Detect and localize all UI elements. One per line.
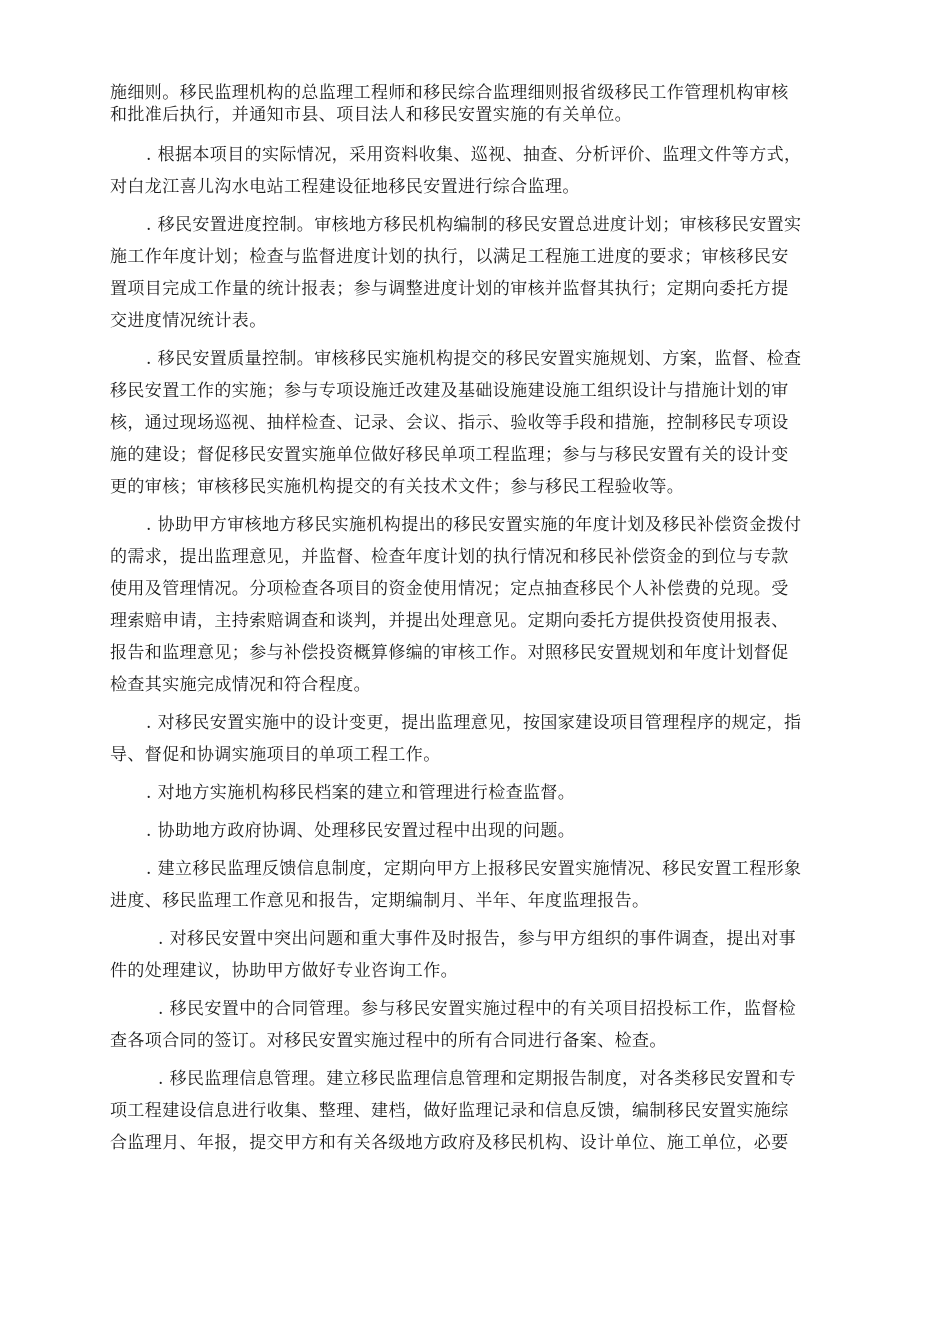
text-line: . 对地方实施机构移民档案的建立和管理进行检查监督。 — [146, 783, 576, 803]
text-line: 施的建设；督促移民安置实施单位做好移民单项工程监理；参与与移民安置有关的设计变 — [110, 445, 789, 465]
text-line: . 移民安置中的合同管理。参与移民安置实施过程中的有关项目招投标工作，监督检 — [158, 999, 797, 1019]
paragraph-design-change — [110, 707, 870, 771]
text-line: 施细则。移民监理机构的总监理工程师和移民综合监理细则报省级移民工作管理机构审核 — [110, 83, 789, 103]
text-line: 核，通过现场巡视、抽样检查、记录、会议、指示、验收等手段和措施，控制移民专项设 — [110, 413, 789, 433]
text-line: 件的处理建议，协助甲方做好专业咨询工作。 — [110, 961, 458, 981]
text-line: . 建立移民监理反馈信息制度，定期向甲方上报移民安置实施情况、移民安置工程形象 — [146, 859, 802, 879]
paragraph-method — [110, 139, 870, 203]
text-line: . 移民安置进度控制。审核地方移民机构编制的移民安置总进度计划；审核移民安置实 — [146, 215, 802, 235]
text-line: . 对移民安置中突出问题和重大事件及时报告，参与甲方组织的事件调查，提出对事 — [158, 929, 797, 949]
text-line: 检查其实施完成情况和符合程度。 — [110, 675, 371, 695]
text-line: 对白龙江喜儿沟水电站工程建设征地移民安置进行综合监理。 — [110, 177, 580, 197]
text-line: . 移民监理信息管理。建立移民监理信息管理和定期报告制度，对各类移民安置和专 — [158, 1069, 797, 1089]
text-line: 查各项合同的签订。对移民安置实施过程中的所有合同进行备案、检查。 — [110, 1031, 667, 1051]
text-line: 的需求，提出监理意见，并监督、检查年度计划的执行情况和移民补偿资金的到位与专款 — [110, 547, 789, 567]
paragraph-feedback-system — [110, 853, 870, 917]
text-line: 置项目完成工作量的统计报表；参与调整进度计划的审核并监督其执行；定期向委托方提 — [110, 279, 789, 299]
text-line: 报告和监理意见；参与补偿投资概算修编的审核工作。对照移民安置规划和年度计划督促 — [110, 643, 789, 663]
paragraph-incident-report — [110, 923, 870, 987]
paragraph-quality-control — [110, 343, 870, 503]
text-line: 合监理月、年报，提交甲方和有关各级地方政府及移民机构、设计单位、施工单位，必要 — [110, 1133, 789, 1153]
text-line: . 协助地方政府协调、处理移民安置过程中出现的问题。 — [146, 821, 576, 841]
text-line: 导、督促和协调实施项目的单项工程工作。 — [110, 745, 441, 765]
paragraph-information-management — [110, 1063, 870, 1159]
text-line: . 对移民安置实施中的设计变更，提出监理意见，按国家建设项目管理程序的规定，指 — [146, 713, 802, 733]
text-line: . 根据本项目的实际情况，采用资料收集、巡视、抽查、分析评价、监理文件等方式， — [146, 145, 802, 165]
document-page — [110, 82, 870, 1165]
paragraph-contract-management — [110, 993, 870, 1057]
text-line: 交进度情况统计表。 — [110, 311, 267, 331]
paragraph-archives — [110, 777, 870, 809]
paragraph-continuation — [110, 82, 870, 126]
text-line: . 移民安置质量控制。审核移民实施机构提交的移民安置实施规划、方案，监督、检查 — [146, 349, 802, 369]
text-line: 移民安置工作的实施；参与专项设施迁改建及基础设施建设施工组织设计与措施计划的审 — [110, 381, 789, 401]
text-line: 和批准后执行，并通知市县、项目法人和移民安置实施的有关单位。 — [110, 105, 632, 125]
paragraph-fund-review — [110, 509, 870, 701]
text-line: 更的审核；审核移民实施机构提交的有关技术文件；参与移民工程验收等。 — [110, 477, 685, 497]
text-line: 使用及管理情况。分项检查各项目的资金使用情况；定点抽查移民个人补偿费的兑现。受 — [110, 579, 789, 599]
paragraph-coordination — [110, 815, 870, 847]
text-line: . 协助甲方审核地方移民实施机构提出的移民安置实施的年度计划及移民补偿资金拨付 — [146, 515, 802, 535]
text-line: 施工作年度计划；检查与监督进度计划的执行，以满足工程施工进度的要求；审核移民安 — [110, 247, 789, 267]
paragraph-progress-control — [110, 209, 870, 337]
text-line: 进度、移民监理工作意见和报告，定期编制月、半年、年度监理报告。 — [110, 891, 650, 911]
text-line: 理索赔申请，主持索赔调查和谈判，并提出处理意见。定期向委托方提供投资使用报表、 — [110, 611, 789, 631]
text-line: 项工程建设信息进行收集、整理、建档，做好监理记录和信息反馈，编制移民安置实施综 — [110, 1101, 789, 1121]
